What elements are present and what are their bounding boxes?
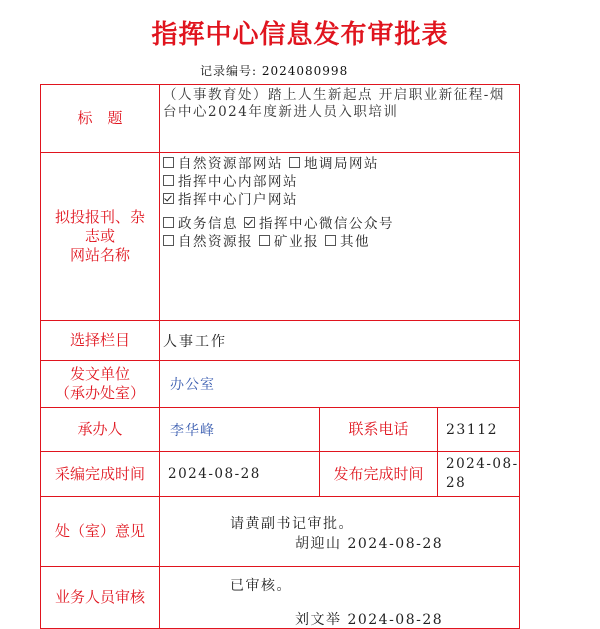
checkbox-mnr-website[interactable] [163, 157, 174, 168]
channels-options [160, 153, 520, 321]
staff-review-text: 已审核。 [230, 578, 292, 594]
staff-review-cell [160, 567, 520, 629]
option-intranet-website[interactable] [163, 174, 298, 190]
row-issuer [41, 361, 520, 408]
staff-review-signature: 刘文举 2024-08-28 [295, 612, 444, 628]
handler-label: 承办人 [41, 408, 160, 452]
checkbox-wechat[interactable] [244, 217, 255, 228]
channels-label-line1: 拟投报刊、杂 [54, 208, 145, 226]
title-label: 标 题 [41, 85, 160, 153]
channels-label-line3: 网站名称 [69, 246, 130, 264]
edit-time-label: 采编完成时间 [41, 452, 160, 497]
checkbox-cgs-website[interactable] [289, 157, 300, 168]
issuer-label [41, 361, 160, 408]
dept-opinion-label: 处（室）意见 [41, 497, 160, 567]
option-label: 指挥中心门户网站 [178, 192, 298, 208]
option-other[interactable] [325, 234, 370, 250]
row-handler [41, 408, 520, 452]
channels-label [41, 153, 160, 321]
row-title [41, 85, 520, 153]
phone-label: 联系电话 [320, 408, 438, 452]
checkbox-portal-website[interactable] [163, 193, 174, 204]
option-mnr-news[interactable] [163, 234, 253, 250]
approval-form-table [40, 84, 520, 629]
title-value: （人事教育处）踏上人生新起点 开启职业新征程-烟台中心2024年度新进人员入职培训 [160, 85, 520, 153]
dept-opinion-text: 请黄副书记审批。 [230, 516, 354, 532]
option-label: 自然资源报 [178, 234, 253, 250]
record-number: 记录编号: 2024080998 [200, 64, 349, 78]
option-portal-website[interactable] [163, 192, 298, 208]
column-label: 选择栏目 [41, 321, 160, 361]
staff-review-label: 业务人员审核 [41, 567, 160, 629]
issuer-value: 办公室 [160, 361, 520, 408]
checkbox-mining-news[interactable] [259, 235, 270, 246]
option-label: 指挥中心内部网站 [178, 174, 298, 190]
option-label: 指挥中心微信公众号 [259, 216, 394, 232]
issuer-label-line2: （承办处室） [54, 384, 145, 402]
channels-label-line2: 志或 [84, 227, 115, 245]
issuer-label-line1: 发文单位 [69, 365, 130, 383]
option-wechat[interactable] [244, 216, 394, 232]
row-staff-review [41, 567, 520, 629]
checkbox-other[interactable] [325, 235, 336, 246]
edit-time-value: 2024-08-28 [160, 452, 320, 497]
row-dept-opinion [41, 497, 520, 567]
handler-value: 李华峰 [160, 408, 320, 452]
option-label: 地调局网站 [304, 156, 379, 172]
dept-opinion-signature: 胡迎山 2024-08-28 [295, 536, 444, 552]
option-label: 矿业报 [274, 234, 319, 250]
column-value: 人事工作 [160, 321, 520, 361]
option-cgs-website[interactable] [289, 156, 379, 172]
checkbox-intranet-website[interactable] [163, 175, 174, 186]
publish-time-value: 2024-08-28 [438, 452, 520, 497]
phone-value: 23112 [438, 408, 520, 452]
option-label: 政务信息 [178, 216, 238, 232]
checkbox-gov-info[interactable] [163, 217, 174, 228]
option-gov-info[interactable] [163, 216, 238, 232]
row-dates [41, 452, 520, 497]
form-title: 指挥中心信息发布审批表 [151, 20, 449, 50]
row-channels [41, 153, 520, 321]
option-mining-news[interactable] [259, 234, 319, 250]
publish-time-label: 发布完成时间 [320, 452, 438, 497]
checkbox-mnr-news[interactable] [163, 235, 174, 246]
option-mnr-website[interactable] [163, 156, 283, 172]
option-label: 其他 [340, 234, 370, 250]
row-column [41, 321, 520, 361]
dept-opinion-cell [160, 497, 520, 567]
option-label: 自然资源部网站 [178, 156, 283, 172]
